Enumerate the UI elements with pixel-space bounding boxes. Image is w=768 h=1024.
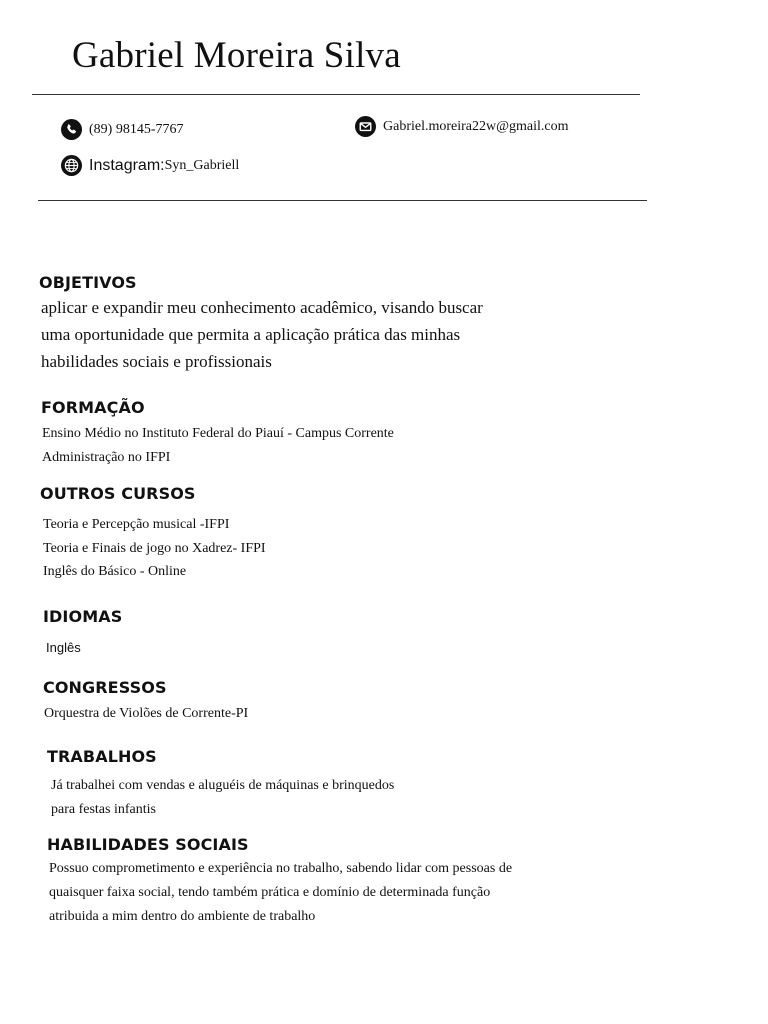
globe-icon xyxy=(61,155,82,176)
section-title-idiomas: IDIOMAS xyxy=(43,607,123,626)
objetivos-text xyxy=(41,294,483,375)
instagram-label: Instagram: xyxy=(89,156,165,174)
outros-cursos-text xyxy=(43,513,266,584)
formacao-line: Ensino Médio no Instituto Federal do Piauí - Campus Corrente xyxy=(42,426,394,441)
idiomas-text xyxy=(46,636,81,660)
contact-divider xyxy=(38,200,647,201)
objetivos-line: habilidades sociais e profissionais xyxy=(41,352,272,371)
formacao-text xyxy=(42,422,394,469)
section-title-habilidades-sociais: HABILIDADES SOCIAIS xyxy=(47,835,249,854)
curso-line: Teoria e Percepção musical -IFPI xyxy=(43,517,230,532)
trabalhos-text xyxy=(51,774,394,821)
email-address: Gabriel.moreira22w@gmail.com xyxy=(383,118,569,134)
section-title-congressos: CONGRESSOS xyxy=(43,678,167,697)
section-title-formacao: FORMAÇÃO xyxy=(41,398,145,417)
habilidade-line: quaisquer faixa social, tendo também prática e domínio de determinada função xyxy=(49,885,491,900)
curso-line: Inglês do Básico - Online xyxy=(43,564,187,579)
congressos-text xyxy=(44,702,248,726)
contact-instagram xyxy=(61,155,239,176)
header-divider xyxy=(32,94,640,95)
formacao-line: Administração no IFPI xyxy=(42,449,171,465)
section-title-outros-cursos: OUTROS CURSOS xyxy=(40,484,196,503)
contact-email xyxy=(355,116,569,137)
objetivos-line: aplicar e expandir meu conhecimento acadêmico, visando buscar xyxy=(41,298,483,317)
congresso-line: Orquestra de Violões de Corrente-PI xyxy=(44,706,249,721)
contact-phone xyxy=(61,119,184,140)
trabalho-line: para festas infantis xyxy=(51,801,156,817)
mail-icon xyxy=(355,116,376,137)
habilidades-text xyxy=(49,857,512,929)
section-title-trabalhos: TRABALHOS xyxy=(47,747,157,766)
phone-icon xyxy=(61,119,82,140)
habilidade-line: atribuida a mim dentro do ambiente de trabalho xyxy=(49,909,316,924)
section-title-objetivos: OBJETIVOS xyxy=(39,273,137,292)
trabalho-line: Já trabalhei com vendas e aluguéis de máquinas e brinquedos xyxy=(51,778,395,793)
resume-name: Gabriel Moreira Silva xyxy=(72,35,401,76)
phone-number: (89) 98145-7767 xyxy=(89,121,184,137)
idioma-line: Inglês xyxy=(46,640,81,655)
habilidade-line: Possuo comprometimento e experiência no trabalho, sabendo lidar com pessoas de xyxy=(49,861,513,876)
instagram-handle: Syn_Gabriell xyxy=(164,157,240,173)
objetivos-line: uma oportunidade que permita a aplicação prática das minhas xyxy=(41,325,461,344)
curso-line: Teoria e Finais de jogo no Xadrez- IFPI xyxy=(43,540,266,556)
